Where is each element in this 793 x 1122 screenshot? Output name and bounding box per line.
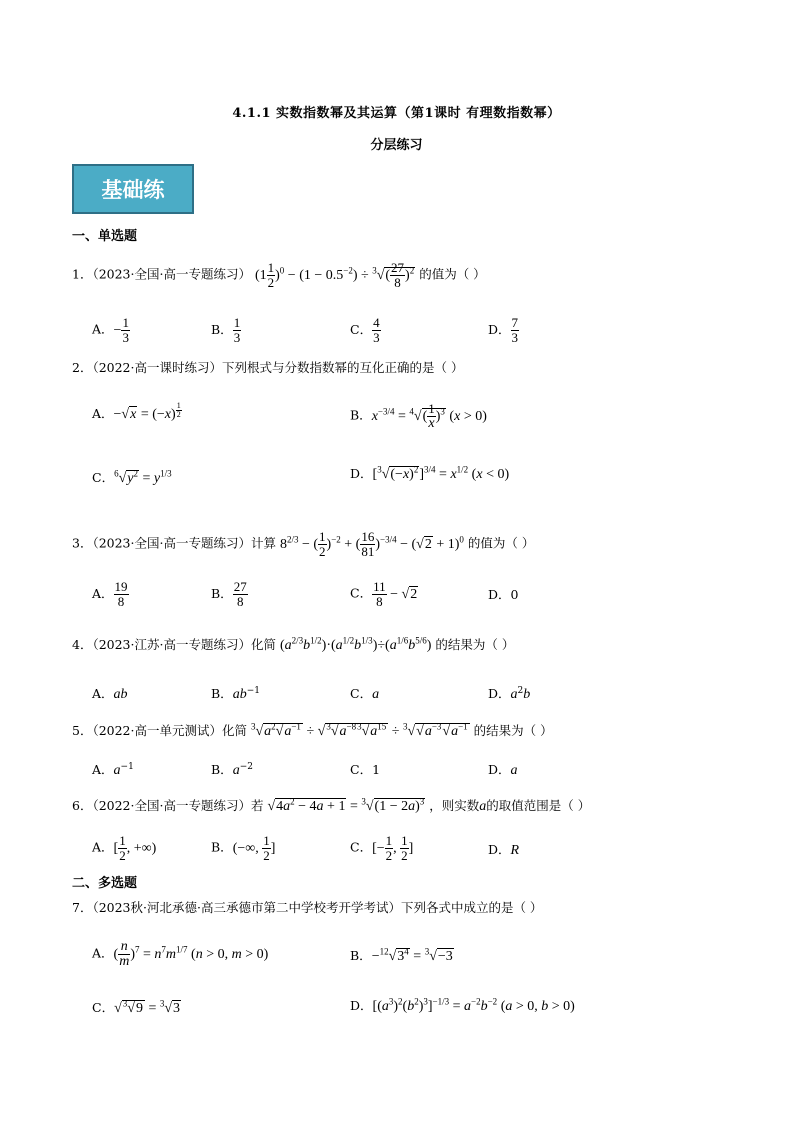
- option-b[interactable]: B． $\frac{1}{3}$: [211, 315, 241, 345]
- option-c[interactable]: C． $\frac{4}{3}$: [350, 315, 380, 345]
- math-expression: $8^{2/3}$ − ( $\frac{1}{2}$ )$^{-2}$ + ( $\frac{16}{81}$ )$^{-3/4} - (√2 + 1)^0$: [279, 529, 464, 559]
- option-d[interactable]: D．$[^3√(-x)^2]^{3/4} = x^{1/2}$ (x < 0): [350, 464, 510, 482]
- question-stem: 3．（2023·全国·高一专题练习）计算: [72, 535, 276, 551]
- option-c[interactable]: C．a: [350, 686, 380, 702]
- question-stem: 4．（2023·江苏·高一专题练习）化简: [72, 637, 276, 652]
- document-title: 4.1.1 实数指数幂及其运算（第1课时 有理数指数幂）: [232, 106, 561, 121]
- option-a[interactable]: A．− $\frac{1}{3}$: [92, 315, 129, 345]
- option-c[interactable]: C．√$^3$√9 = $^3$√3: [92, 998, 181, 1016]
- question-7: 7．（2023秋·河北承德·高三承德市第二中学校考开学考试）下列各式中成立的是（ ）: [72, 900, 543, 915]
- math-expression: $√4a^2 - 4a + 1 = ^3√(1 - 2a)^3$: [267, 796, 425, 814]
- option-c[interactable]: C．$^6√y^2 = y^{1/3}$: [92, 468, 172, 486]
- option-a[interactable]: A． $\frac{19}{8}$: [92, 579, 128, 609]
- option-d[interactable]: D．a: [488, 762, 518, 778]
- question-stem: 5．（2022·高一单元测试）化简: [72, 723, 247, 738]
- document-subtitle: 分层练习: [370, 138, 423, 153]
- option-a[interactable]: A．ab: [92, 686, 128, 702]
- section-heading-multiple-choice: 二、多选题: [72, 876, 138, 891]
- option-c[interactable]: C．[− $\frac{1}{2}$ , $\frac{1}{2}$ ]: [350, 833, 414, 863]
- option-b[interactable]: B．(−∞, $\frac{1}{2}$ ]: [211, 833, 276, 863]
- question-6: 6．（2022·全国·高一专题练习）若 $√4a^2 - 4a + 1 = ^3√(1 - 2a)^3$ ，则实数a的取值范围是（ ）: [72, 796, 591, 814]
- section-heading-single-choice: 一、单选题: [72, 229, 138, 244]
- question-5: [72, 721, 553, 740]
- option-a[interactable]: A．$a^{-1}$: [92, 761, 134, 778]
- question-tail: 的值为（ ）: [467, 535, 535, 551]
- question-stem: 1．（2023·全国·高一专题练习）: [72, 266, 251, 282]
- question-tail: 的结果为（ ）: [435, 637, 515, 652]
- option-a[interactable]: A．( $\frac{n}{m}$ )$^7 = n^7m^{1/7}$ (n > 0, m > 0): [92, 939, 269, 969]
- question-tail: 的值为（ ）: [419, 266, 486, 282]
- option-b[interactable]: B．$a^{-2}$: [211, 761, 253, 778]
- question-4: [72, 635, 514, 654]
- option-b[interactable]: B．$-^{12}√3^4 = ^3√-3$: [350, 946, 453, 964]
- question-stem: 6．（2022·全国·高一专题练习）若: [72, 798, 264, 813]
- option-d[interactable]: D．0: [488, 587, 519, 602]
- question-1: [72, 261, 486, 290]
- option-d[interactable]: D． $\frac{7}{3}$: [488, 315, 519, 345]
- option-d[interactable]: D．R: [488, 842, 520, 858]
- question-2: 2．（2022·高一课时练习）下列根式与分数指数幂的互化正确的是（ ）: [72, 360, 464, 375]
- option-c[interactable]: C．1: [350, 762, 381, 777]
- option-d[interactable]: D．$a^2b$: [488, 685, 531, 702]
- option-b[interactable]: B．$x^{-3/4} = ^4√$( $\frac{1}{x}$ )$^3$ (x > 0): [350, 401, 487, 431]
- option-a[interactable]: A．[ $\frac{1}{2}$ , +∞): [92, 833, 157, 863]
- option-b[interactable]: B． $\frac{27}{8}$: [211, 579, 247, 609]
- option-b[interactable]: B．$ab^{-1}$: [211, 685, 260, 702]
- math-expression: (1 $\frac{1}{2}$ )$^0 - (1 - 0.5^{-2}) \div ^3√$( $\frac{27}{8}$ )$^2$: [254, 260, 415, 290]
- option-a[interactable]: A．−√x = (−x) $^{\frac{1}{2}}$: [92, 401, 181, 423]
- option-d[interactable]: D．$[(a^3)^2(b^2)^3]^{-1/3} = a^{-2}b^{-2}$ (a > 0, b > 0): [350, 996, 575, 1014]
- section-badge: 基础练: [72, 164, 194, 214]
- math-expression: $^3√a^2√a^{-1} \div √^3√a^{-83}√a^{15} \div ^3√√a^{-3}√a^{-1}$: [250, 721, 468, 739]
- option-c[interactable]: C． $\frac{11}{8}$ − √2: [350, 579, 418, 609]
- question-3: [72, 530, 534, 559]
- question-tail: 的结果为（ ）: [473, 723, 553, 738]
- math-expression: $(a^{2/3}b^{1/2})\cdot(a^{1/2}b^{1/3})\div(a^{1/6}b^{5/6})$: [279, 635, 432, 653]
- question-tail: ，则实数: [429, 798, 480, 813]
